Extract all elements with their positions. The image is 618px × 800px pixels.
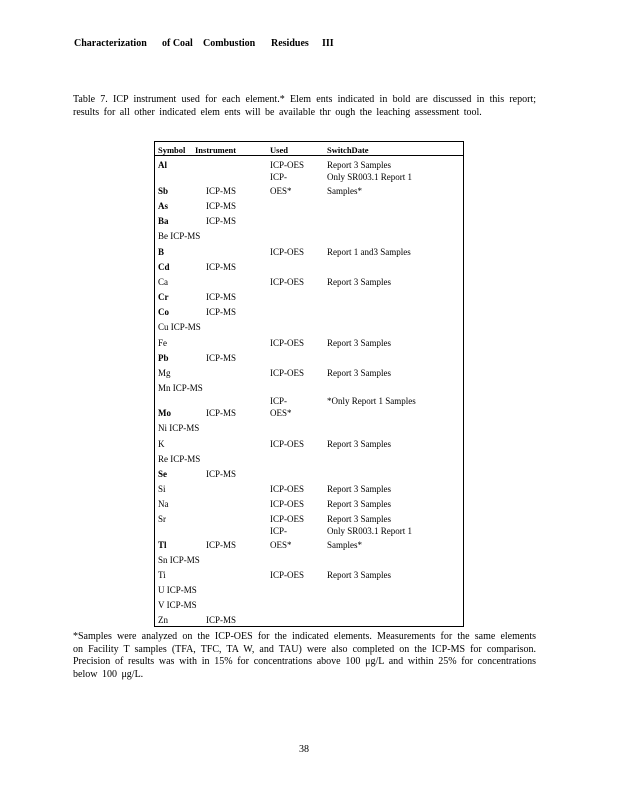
cell-instrument: ICP-MS (206, 469, 237, 479)
cell-instrument: ICP-MS (206, 216, 237, 226)
header-divider (154, 155, 464, 156)
cell-symbol: Se (158, 469, 167, 479)
cell-instrument: ICP-MS (206, 615, 237, 625)
cell-switchdate: Report 3 Samples (327, 499, 391, 509)
cell-instrument: ICP-MS (206, 540, 237, 550)
cell-symbol: Cr (158, 292, 169, 302)
cell-symbol: Ti (158, 570, 166, 580)
cell-switchdate: Only SR003.1 Report 1 (327, 526, 413, 536)
cell-symbol: Mg (158, 368, 171, 378)
cell-switchdate: Report 3 Samples (327, 514, 391, 524)
cell-used: ICP-OES (270, 368, 305, 378)
cell-instrument: ICP-MS (206, 186, 237, 196)
cell-symbol: Ba (158, 216, 169, 226)
cell-used: ICP-OES (270, 338, 305, 348)
cell-switchdate: Samples* (327, 540, 362, 550)
cell-switchdate: Report 3 Samples (327, 277, 391, 287)
cell-symbol: Ca (158, 277, 168, 287)
cell-symbol: Zn (158, 615, 168, 625)
cell-symbol: As (158, 201, 169, 211)
cell-instrument: ICP-MS (206, 353, 237, 363)
cell-switchdate: *Only Report 1 Samples (327, 396, 416, 406)
cell-used: ICP-OES (270, 484, 305, 494)
cell-switchdate: Report 1 and3 Samples (327, 247, 411, 257)
cell-switchdate: Only SR003.1 Report 1 (327, 172, 413, 182)
cell-used: OES* (270, 186, 292, 196)
cell-instrument: ICP-MS (206, 292, 237, 302)
cell-used: ICP- (270, 396, 288, 406)
cell-symbol: Cu ICP-MS (158, 322, 201, 332)
cell-symbol: Be ICP-MS (158, 231, 201, 241)
cell-instrument: ICP-MS (206, 201, 237, 211)
cell-symbol: Pb (158, 353, 169, 363)
cell-used: ICP-OES (270, 499, 305, 509)
cell-symbol: V ICP-MS (158, 600, 197, 610)
cell-symbol: Si (158, 484, 166, 494)
col-header-symbol: Symbol (158, 145, 186, 155)
cell-switchdate: Report 3 Samples (327, 160, 391, 170)
header-part: Residues (271, 38, 309, 49)
cell-symbol: Co (158, 307, 169, 317)
cell-symbol: Sn ICP-MS (158, 555, 200, 565)
header-part: Characterization (74, 38, 147, 49)
cell-switchdate: Report 3 Samples (327, 338, 391, 348)
page-number: 38 (299, 744, 309, 755)
cell-symbol: Fe (158, 338, 167, 348)
cell-switchdate: Report 3 Samples (327, 484, 391, 494)
cell-symbol: Sb (158, 186, 169, 196)
col-header-used: Used (270, 145, 288, 155)
cell-instrument: ICP-MS (206, 307, 237, 317)
cell-switchdate: Report 3 Samples (327, 439, 391, 449)
cell-used: OES* (270, 408, 292, 418)
cell-symbol: U ICP-MS (158, 585, 197, 595)
cell-symbol: Re ICP-MS (158, 454, 201, 464)
cell-used: ICP-OES (270, 514, 305, 524)
header-part: Combustion (203, 38, 256, 49)
cell-symbol: Na (158, 499, 169, 509)
cell-symbol: Sr (158, 514, 167, 524)
cell-used: ICP-OES (270, 277, 305, 287)
cell-used: OES* (270, 540, 292, 550)
col-header-instrument: Instrument (195, 145, 237, 155)
table-caption: Table 7. ICP instrument used for each element.* Elem ents indicated in bold are discussed in this report; results for all other indicated elem ents will be available thr ough the leaching assessment tool. (73, 94, 536, 118)
cell-used: ICP- (270, 172, 288, 182)
cell-instrument: ICP-MS (206, 408, 237, 418)
cell-symbol: Mn ICP-MS (158, 383, 203, 393)
cell-instrument: ICP-MS (206, 262, 237, 272)
header-part: of Coal (162, 38, 193, 49)
cell-symbol: K (158, 439, 165, 449)
cell-symbol: Al (158, 160, 167, 170)
cell-used: ICP-OES (270, 439, 305, 449)
cell-used: ICP-OES (270, 160, 305, 170)
cell-symbol: Mo (158, 408, 171, 418)
cell-used: ICP- (270, 526, 288, 536)
cell-switchdate: Samples* (327, 186, 362, 196)
cell-used: ICP-OES (270, 247, 305, 257)
cell-symbol: Cd (158, 262, 170, 272)
cell-switchdate: Report 3 Samples (327, 368, 391, 378)
cell-symbol: Tl (158, 540, 167, 550)
header-part: III (322, 38, 334, 49)
cell-used: ICP-OES (270, 570, 305, 580)
cell-symbol: Ni ICP-MS (158, 423, 200, 433)
table-footnote: *Samples were analyzed on the ICP-OES for the indicated elements. Measurements for the same elements on Facility T samples (TFA, TFC, TA W, and TAU) were also completed on the ICP-MS for comparison. Precision of results was with in 15% for concentrations above 100 μg/L and within 25% for concentrations below 100 μg/L. (73, 631, 536, 680)
col-header-switchdate: SwitchDate (327, 145, 369, 155)
cell-symbol: B (158, 247, 165, 257)
cell-switchdate: Report 3 Samples (327, 570, 391, 580)
